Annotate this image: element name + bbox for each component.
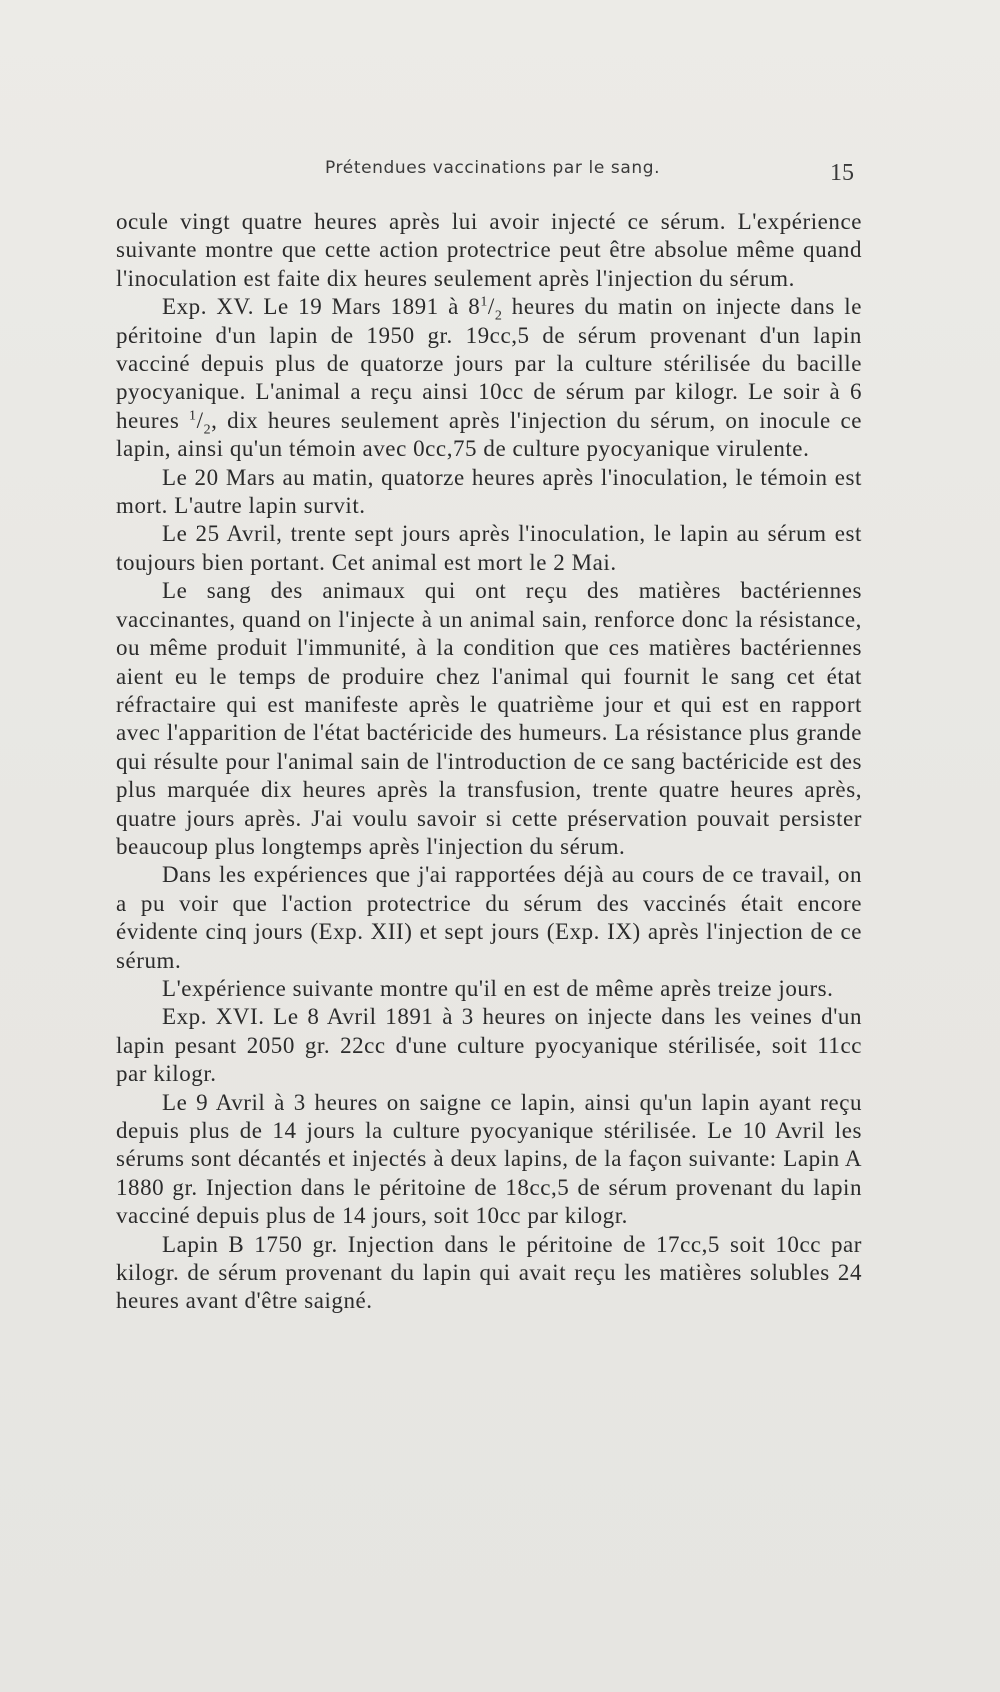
- exp-xv-lead: Exp. XV. Le 19 Mars 1891 à 8: [162, 294, 481, 320]
- paragraph-experiences: Dans les expériences que j'ai rapportées déjà au cours de ce travail, on a pu voir que l'action protectrice du sérum des vaccinés était encore évidente cinq jours (Exp. XII) et sept jours (Exp. IX) après l'injection de ce sérum.: [116, 862, 862, 973]
- paragraph-sang-animaux: Le sang des animaux qui ont reçu des matières bactériennes vaccinantes, quand on l'injecte à un animal sain, renforce donc la résistance, ou même produit l'immunité, à la condition que ces matières bactériennes aient eu le temps de produire chez l'animal qui fournit le sang cet état réfractaire qui est manifeste après le quatrième jour et qui est en rapport avec l'apparition de l'état bactéricide des humeurs. La résistance plus grande qui résulte pour l'animal sain de l'introduction de ce sang bactéricide est des plus marquée dix heures après la transfusion, trente quatre heures après, quatre jours après. J'ai voulu savoir si cette préservation pouvait persister beaucoup plus longtemps après l'injection du sérum.: [116, 578, 862, 859]
- paragraph-exp-xvi: Exp. XVI. Le 8 Avril 1891 à 3 heures on injecte dans les veines d'un lapin pesant 2050 gr. 22cc d'une culture pyocyanique stérilisée, soit 11cc par kilogr.: [116, 1004, 862, 1087]
- fraction-numerator-2: 1: [189, 408, 197, 424]
- paragraph-continuation: ocule vingt quatre heures après lui avoir injecté ce sérum. L'expérience suivante montre que cette action protectrice peut être absolue même quand l'inoculation est faite dix heures seulement après l'injection du sérum.: [116, 209, 862, 291]
- body-text: [116, 208, 862, 1316]
- paragraph-20-mars: Le 20 Mars au matin, quatorze heures après l'inoculation, le témoin est mort. L'autre lapin survit.: [116, 464, 862, 519]
- exp-xv-text-b: , dix heures seulement après l'injection du sérum, on inocule ce lapin, ainsi qu'un témoin avec 0cc,75 de culture pyocyanique virulente.: [116, 407, 862, 462]
- paragraph-treize-jours: L'expérience suivante montre qu'il en est de même après treize jours.: [162, 975, 834, 1001]
- page-number: 15: [830, 160, 854, 186]
- fraction-numerator: 1: [480, 294, 488, 310]
- page-header: [0, 158, 1000, 188]
- fraction-denominator: 2: [494, 308, 503, 324]
- paragraph-lapin-b: Lapin B 1750 gr. Injection dans le péritoine de 17cc,5 soit 10cc par kilogr. de sérum provenant du lapin qui avait reçu les matières solubles 24 heures avant d'être saigné.: [116, 1231, 862, 1314]
- exp-xv-text-a: heures du matin on injecte dans le péritoine d'un lapin de 1950 gr. 19cc,5 de sérum provenant d'un lapin vacciné depuis plus de quatorze jours par la culture stérilisée du bacille pyocyanique. L'animal a reçu ainsi 10cc de sérum par kilogr. Le soir à 6 heures: [116, 294, 862, 433]
- fraction-denominator-2: 2: [203, 422, 212, 438]
- paragraph-exp-xv: Exp. XV. Le 19 Mars 1891 à $8^1/_2$ heures du matin on injecte dans le péritoine d'un lapin de 1950 gr. 19cc,5 de sérum provenant d'un lapin vacciné depuis plus de quatorze jours par la culture stérilisée du bacille pyocyanique. L'animal a reçu ainsi 10cc de sérum par kilogr. Le soir à 6 heures $^1/_2$, dix heures seulement après l'injection du sérum, on inocule ce lapin, ainsi qu'un témoin avec 0cc,75 de culture pyocyanique virulente.: [116, 294, 862, 462]
- paragraph-25-avril: Le 25 Avril, trente sept jours après l'inoculation, le lapin au sérum est toujours bien portant. Cet animal est mort le 2 Mai.: [116, 521, 862, 575]
- paragraph-9-avril: Le 9 Avril à 3 heures on saigne ce lapin, ainsi qu'un lapin ayant reçu depuis plus de 14 jours la culture pyocyanique stérilisée. Le 10 Avril les sérums sont décantés et injectés à deux lapins, de la façon suivante: Lapin A 1880 gr. Injection dans le péritoine de 18cc,5 de sérum provenant du lapin vacciné depuis plus de 14 jours, soit 10cc par kilogr.: [116, 1089, 862, 1229]
- running-head: Prétendues vaccinations par le sang.: [325, 158, 661, 178]
